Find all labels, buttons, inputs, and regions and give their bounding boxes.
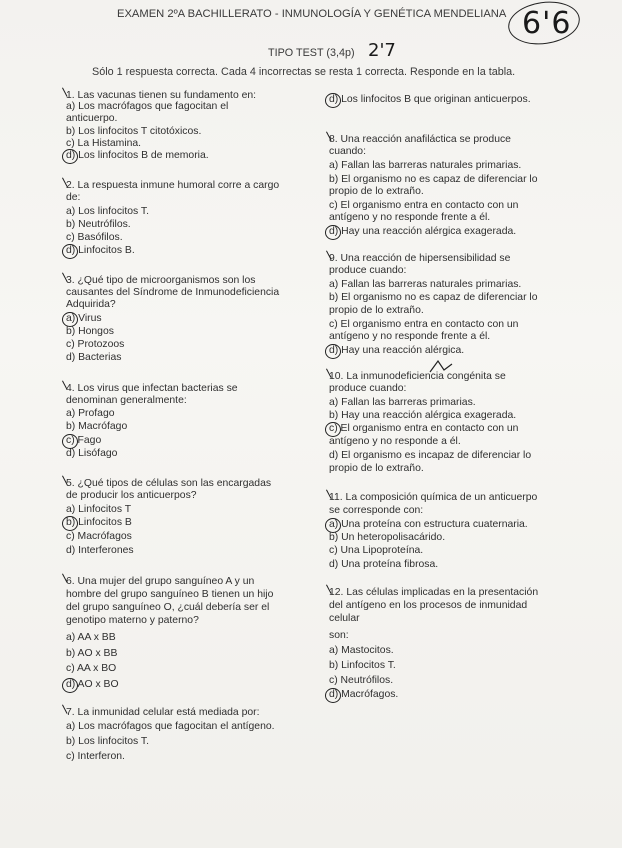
question-6-text: 6. Una mujer del grupo sanguíneo A y un xyxy=(66,576,255,587)
question-11-option-b: b) Un heteropolisacárido. xyxy=(329,532,446,543)
question-11-option-d: d) Una proteína fibrosa. xyxy=(329,559,439,570)
question-6-text-cont2: del grupo sanguíneo O, ¿cuál debería ser el xyxy=(66,602,270,613)
answer-circle-q10 xyxy=(325,422,341,437)
question-5-option-a: a) Linfocitos T xyxy=(66,504,132,515)
question-3-option-d: d) Bacterias xyxy=(66,352,122,363)
answer-circle-q11 xyxy=(325,518,341,533)
question-1-option-b: b) Los linfocitos T citotóxicos. xyxy=(66,126,202,137)
question-6-option-b: b) AO x BB xyxy=(66,648,118,659)
question-2-option-b: b) Neutrófilos. xyxy=(66,219,131,230)
question-1-option-d: d) Los linfocitos B de memoria. xyxy=(66,150,209,161)
question-2-text: 2. La respuesta inmune humoral corre a cargo xyxy=(66,180,280,191)
question-6-option-c: c) AA x BO xyxy=(66,663,117,674)
question-10-line-1: 10. La inmunodeficiencia congénita se xyxy=(329,371,506,382)
grade-circle xyxy=(505,0,582,49)
question-9-line-1: 9. Una reacción de hipersensibilidad se xyxy=(329,253,511,264)
question-12-option-b: b) Linfocitos T. xyxy=(329,660,396,671)
question-12-option-c: c) Neutrófilos. xyxy=(329,675,394,686)
question-2-option-d: d) Linfocitos B. xyxy=(66,245,135,256)
question-4-option-c: c) Fago xyxy=(66,435,102,446)
question-8-option-b: b) El organismo no es capaz de diferenciar lo xyxy=(329,174,538,185)
answer-circle-q4 xyxy=(62,434,78,449)
answer-circle-q6 xyxy=(62,678,78,693)
question-7-option-a: a) Los macrófagos que fagocitan el antígeno. xyxy=(66,721,275,732)
question-7-option-c: c) Interferon. xyxy=(66,751,125,762)
question-3-text: 3. ¿Qué tipo de microorganismos son los xyxy=(66,275,256,286)
question-4-text-cont: denominan generalmente: xyxy=(66,395,187,406)
question-1-text: 1. Las vacunas tienen su fundamento en: xyxy=(66,90,257,101)
question-2-option-a: a) Los linfocitos T. xyxy=(66,206,149,217)
question-3-option-c: c) Protozoos xyxy=(66,339,125,350)
question-4-text: 4. Los virus que infectan bacterias se xyxy=(66,383,238,394)
question-4-option-d: d) Lisófago xyxy=(66,448,118,459)
question-4-option-a: a) Profago xyxy=(66,408,115,419)
question-5-option-d: d) Interferones xyxy=(66,545,134,556)
question-8-line-2: cuando: xyxy=(329,146,366,157)
question-5-text: 5. ¿Qué tipos de células son las encargadas xyxy=(66,478,272,489)
question-11-option-a: a) Una proteína con estructura cuaternaria. xyxy=(329,519,528,530)
question-12-line-3: celular xyxy=(329,613,360,624)
question-5-option-c: c) Macrófagos xyxy=(66,531,132,542)
question-10-line-2: produce cuando: xyxy=(329,383,407,394)
question-6-option-d: d) AO x BO xyxy=(66,679,119,690)
question-10-option-a: a) Fallan las barreras primarias. xyxy=(329,397,476,408)
question-12-option-d: d) Macrófagos. xyxy=(329,689,399,700)
question-3-text-cont2: Adquirida? xyxy=(66,299,116,310)
question-3-text-cont1: causantes del Síndrome de Inmunodeficiencia xyxy=(66,287,280,298)
question-2-option-c: c) Basófilos. xyxy=(66,232,123,243)
question-9-option-c: c) El organismo entra en contacto con un xyxy=(329,319,519,330)
question-10-option-d: d) El organismo es incapaz de diferenciar lo xyxy=(329,450,532,461)
question-5-option-b: b) Linfocitos B xyxy=(66,517,132,528)
section-title: TIPO TEST (3,4p) xyxy=(268,47,355,59)
question-10-option-c-cont: antígeno y no responde a él. xyxy=(329,436,461,447)
answer-circle-q9 xyxy=(325,344,341,359)
question-1-option-a: a) Los macrófagos que fagocitan el xyxy=(66,101,229,112)
question-8-option-d: d) Hay una reacción alérgica exagerada. xyxy=(329,226,517,237)
question-1-option-c: c) La Histamina. xyxy=(66,138,142,149)
question-9-option-a: a) Fallan las barreras naturales primarias. xyxy=(329,279,522,290)
question-5-text-cont: de producir los anticuerpos? xyxy=(66,490,197,501)
question-6-text-cont1: hombre del grupo sanguíneo B tienen un hijo xyxy=(66,589,274,600)
answer-circle-q12 xyxy=(325,688,341,703)
question-4-option-b: b) Macrófago xyxy=(66,421,128,432)
question-2-text-cont: de: xyxy=(66,192,81,203)
question-11-option-c: c) Una Lipoproteína. xyxy=(329,545,424,556)
question-8-option-c: c) El organismo entra en contacto con un xyxy=(329,200,519,211)
question-6-option-a: a) AA x BB xyxy=(66,632,116,643)
question-9-option-b: b) El organismo no es capaz de diferenciar lo xyxy=(329,292,538,303)
question-11-line-1: 11. La composición química de un anticuerpo xyxy=(329,492,538,503)
pen-mark-icon xyxy=(428,358,458,374)
answer-circle-q5 xyxy=(62,516,78,531)
question-1-option-a-cont: anticuerpo. xyxy=(66,113,118,124)
question-7-text: 7. La inmunidad celular está mediada por: xyxy=(66,707,260,718)
question-3-option-a: a) Virus xyxy=(66,313,102,324)
question-8-option-b-cont: propio de lo extraño. xyxy=(329,186,424,197)
question-12-option-a: a) Mastocitos. xyxy=(329,645,394,656)
question-11-line-2: se corresponde con: xyxy=(329,505,424,516)
answer-circle-q1-right xyxy=(325,93,341,108)
section-score-handwritten: 2'7 xyxy=(368,40,396,61)
answer-circle-q1 xyxy=(62,149,78,164)
question-8-option-c-cont: antígeno y no responde frente a él. xyxy=(329,212,491,223)
question-12-line-2: del antígeno en los procesos de inmunidad xyxy=(329,600,528,611)
question-3-option-b: b) Hongos xyxy=(66,326,114,337)
question-12-line-1: 12. Las células implicadas en la presentación xyxy=(329,587,539,598)
question-6-text-cont3: genotipo materno y paterno? xyxy=(66,615,199,626)
question-9-line-2: produce cuando: xyxy=(329,265,407,276)
question-9-option-d: d) Hay una reacción alérgica. xyxy=(329,345,465,356)
question-8-line-1: 8. Una reacción anafiláctica se produce xyxy=(329,134,511,145)
grade-handwritten: 6'6 xyxy=(522,6,572,41)
question-8-option-a: a) Fallan las barreras naturales primarias. xyxy=(329,160,522,171)
question-10-option-c: c) El organismo entra en contacto con un xyxy=(329,423,519,434)
question-10-option-b: b) Hay una reacción alérgica exagerada. xyxy=(329,410,517,421)
question-1-option-d-right: d) Los linfocitos B que originan anticuerpos. xyxy=(329,94,531,105)
answer-circle-q3 xyxy=(62,312,78,327)
question-12-line-4: son: xyxy=(329,630,349,641)
instructions: Sólo 1 respuesta correcta. Cada 4 incorrectas se resta 1 correcta. Responde en la tabla. xyxy=(92,66,516,78)
question-9-option-b-cont: propio de lo extraño. xyxy=(329,305,424,316)
exam-title: EXAMEN 2ºA BACHILLERATO - INMUNOLOGÍA Y GENÉTICA MENDELIANA xyxy=(117,8,507,20)
question-7-option-b: b) Los linfocitos T. xyxy=(66,736,149,747)
question-9-option-c-cont: antígeno y no responde frente a él. xyxy=(329,331,491,342)
answer-circle-q8 xyxy=(325,225,341,240)
answer-circle-q2 xyxy=(62,244,78,259)
question-10-option-d-cont: propio de lo extraño. xyxy=(329,463,424,474)
